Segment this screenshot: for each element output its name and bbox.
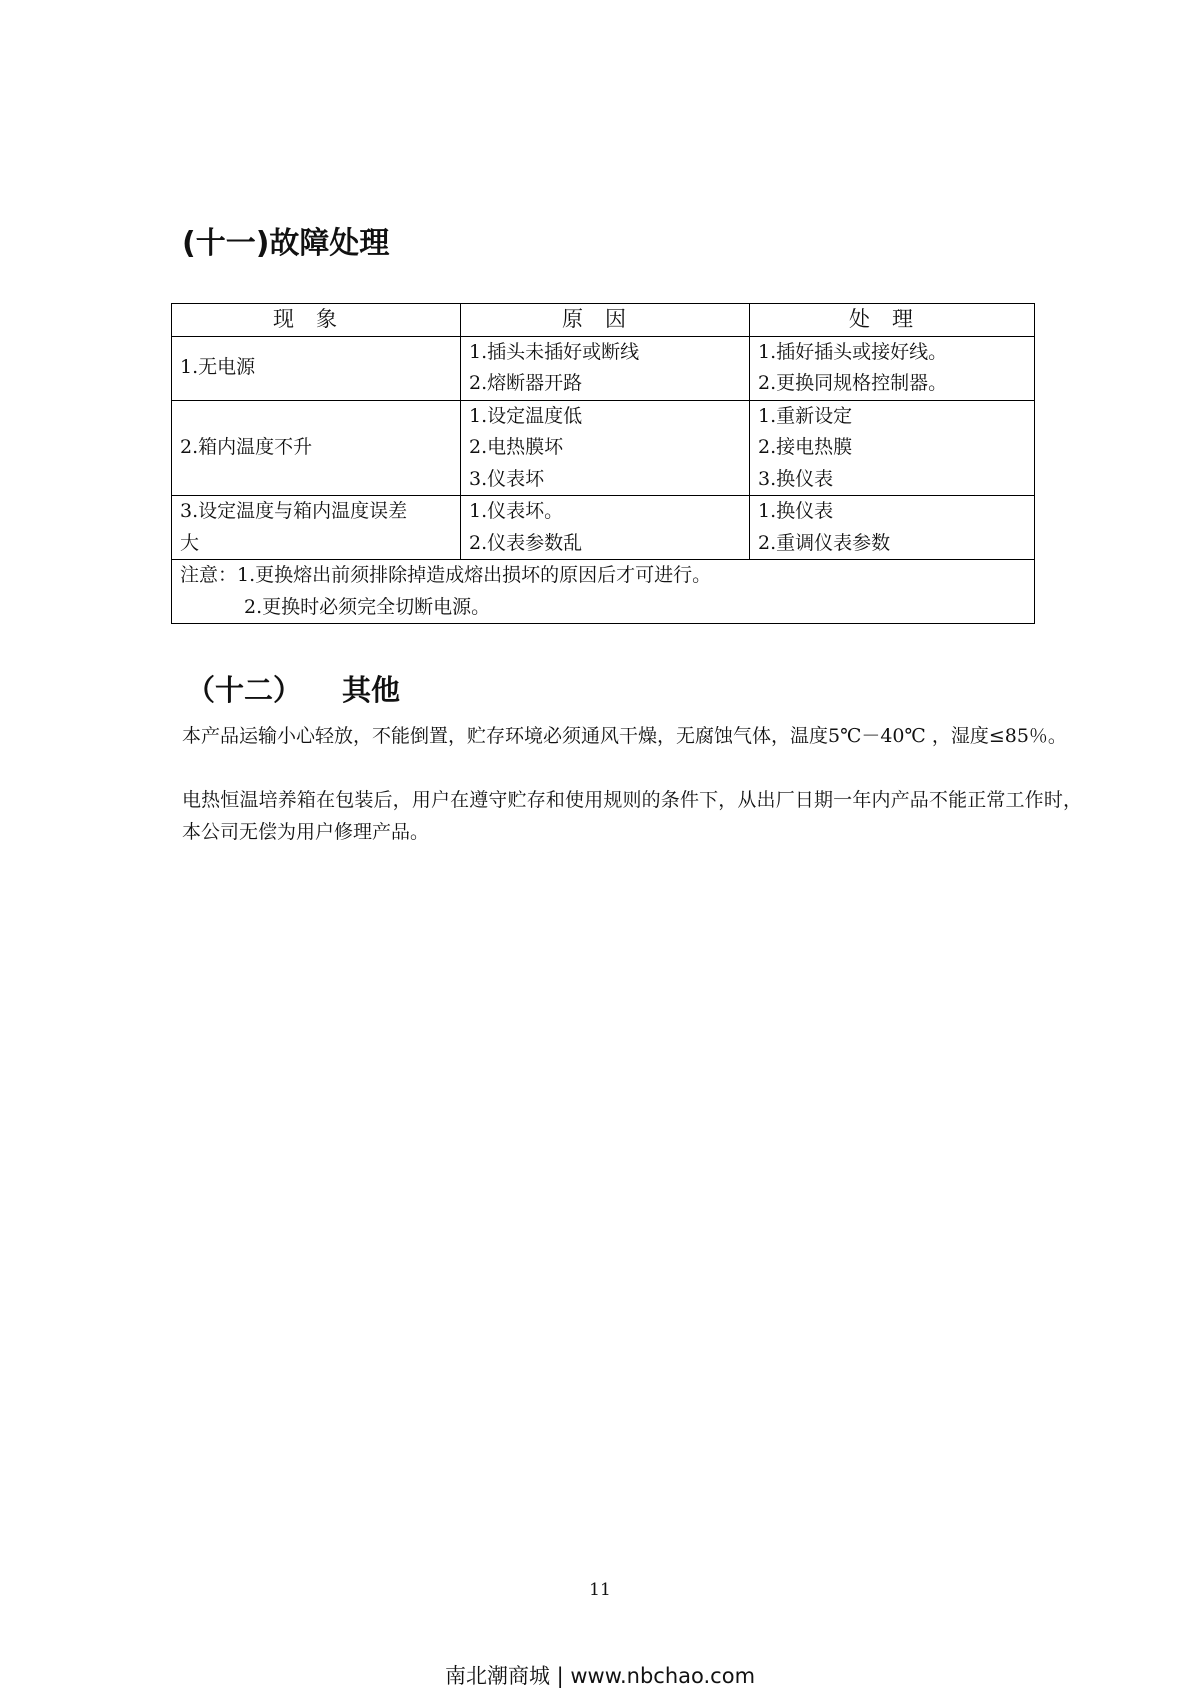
symptom-text: 2.箱内温度不升: [180, 436, 313, 458]
section-11-heading: (十一)故障处理: [182, 226, 390, 261]
fix-cell: [750, 400, 1035, 496]
table-row: [172, 336, 1035, 400]
section-12-heading: [186, 668, 400, 709]
header-fix: 处理: [750, 304, 1035, 337]
table-note-row: [172, 560, 1035, 624]
fix-item: 1.插好插头或接好线。: [758, 340, 948, 363]
cause-cell: [461, 496, 750, 560]
fix-item: 1.重新设定: [758, 404, 853, 427]
cause-cell: [461, 336, 750, 400]
note-line: 2.更换时必须完全切断电源。: [244, 595, 491, 618]
symptom-text: 3.设定温度与箱内温度误差: [180, 500, 408, 522]
symptom-cell: [172, 336, 461, 400]
fix-item: 2.重调仪表参数: [758, 531, 891, 554]
cause-item: 3.仪表坏: [469, 467, 545, 490]
cause-item: 2.电热膜坏: [469, 436, 564, 458]
cause-item: 1.插头未插好或断线: [469, 340, 640, 363]
cause-item: 2.熔断器开路: [469, 372, 583, 394]
page-number: 11: [589, 1580, 611, 1600]
fix-item: 2.更换同规格控制器。: [758, 372, 948, 394]
cause-item: 1.仪表坏。: [469, 500, 564, 522]
symptom-text: 1.无电源: [180, 356, 256, 379]
fix-cell: [750, 496, 1035, 560]
section-12-title: 其他: [342, 673, 401, 707]
cause-item: 2.仪表参数乱: [469, 531, 583, 554]
section-12-number: （十二）: [186, 673, 303, 707]
footer-watermark: 南北潮商城 | www.nbchao.com: [444, 1664, 756, 1688]
fix-item: 2.接电热膜: [758, 436, 853, 458]
fix-item: 1.换仪表: [758, 500, 834, 522]
cause-item: 1.设定温度低: [469, 404, 583, 427]
fix-item: 3.换仪表: [758, 467, 834, 490]
table-header-row: [172, 304, 1035, 337]
fix-cell: [750, 336, 1035, 400]
symptom-text: 大: [180, 531, 200, 554]
cause-cell: [461, 400, 750, 496]
paragraph-warranty: 电热恒温培养箱在包装后，用户在遵守贮存和使用规则的条件下，从出厂日期一年内产品不能正常工作时，本公司无偿为用户修理产品。: [182, 789, 1082, 843]
table-row: [172, 400, 1035, 496]
note-cell: [172, 560, 1035, 624]
fault-table: [171, 303, 1035, 624]
symptom-cell: [172, 400, 461, 496]
header-symptom: 现象: [172, 304, 461, 337]
symptom-cell: [172, 496, 461, 560]
paragraph-storage: 本产品运输小心轻放，不能倒置，贮存环境必须通风干燥，无腐蚀气体，温度5℃－40℃ ，湿度≤85％。: [182, 725, 1067, 747]
header-cause: 原因: [461, 304, 750, 337]
table-row: [172, 496, 1035, 560]
note-line: 注意：1.更换熔出前须排除掉造成熔出损坏的原因后才可进行。: [180, 564, 712, 586]
